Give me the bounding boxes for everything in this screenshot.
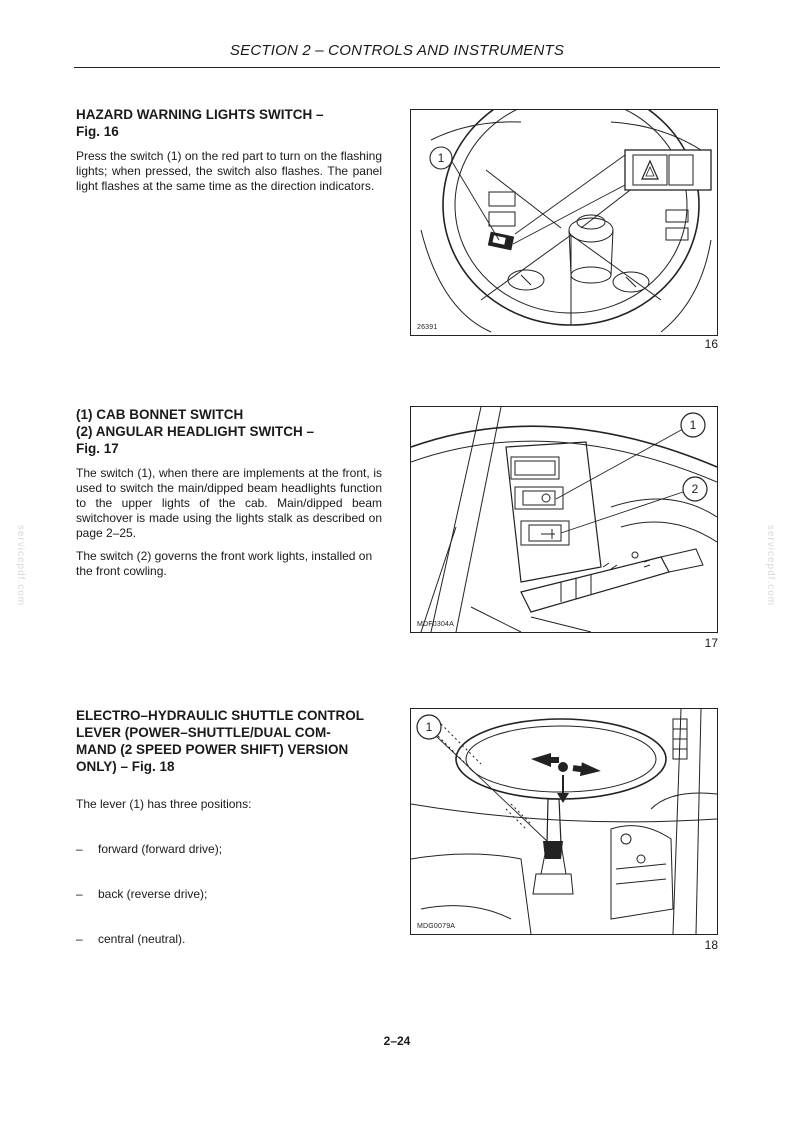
- direction-arrows: [531, 753, 602, 803]
- shuttle-lever-drawing: [411, 709, 717, 934]
- watermark-left: servicepdf.com: [15, 524, 27, 607]
- hazard-switch-drawing: [411, 110, 717, 335]
- list-item: – forward (forward drive);: [76, 842, 223, 856]
- section-heading: HAZARD WARNING LIGHTS SWITCH – Fig. 16: [76, 107, 324, 139]
- body-paragraph: The lever (1) has three positions:: [76, 797, 252, 811]
- section-heading: (1) CAB BONNET SWITCH (2) ANGULAR HEADLIGHT SWITCH – Fig. 17: [76, 407, 314, 456]
- page-number: 2–24: [383, 1034, 411, 1048]
- figure-code: MDG0079A: [417, 923, 456, 930]
- figure-code: MDF0304A: [417, 621, 455, 628]
- page-header-title: SECTION 2 – CONTROLS AND INSTRUMENTS: [229, 42, 565, 59]
- section-hazard-warning: [76, 106, 382, 202]
- list-item: – central (neutral).: [76, 932, 186, 946]
- section-cab-bonnet: [76, 406, 382, 587]
- figure-number: 17: [704, 636, 718, 650]
- figure-16-illustration: [410, 109, 718, 336]
- figure-number: 18: [704, 938, 718, 952]
- figure-17-illustration: [410, 406, 718, 633]
- hazard-switch: [488, 232, 514, 251]
- header-divider: [74, 67, 720, 68]
- section-shuttle-lever: [76, 707, 382, 947]
- figure-number: 16: [704, 337, 718, 351]
- callout-1: [417, 715, 441, 739]
- svg-text:1: 1: [425, 720, 433, 734]
- watermark-right: servicepdf.com: [765, 524, 777, 607]
- figure-18-illustration: [410, 708, 718, 935]
- switch-inset: [625, 150, 711, 190]
- body-paragraph: The switch (1), when there are implements at the front, is used to switch the main/dipped beam headlights function to the upper lights of the cab. Main/dipped beam switchover is made using the lights stalk as described on page 2–25.: [76, 466, 382, 540]
- svg-text:1: 1: [689, 418, 697, 432]
- headlight-switches-drawing: [411, 407, 717, 632]
- figure-code: 26391: [417, 324, 438, 331]
- list-item: – back (reverse drive);: [76, 887, 208, 901]
- body-paragraph: The switch (2) governs the front work lights, installed on the front cowling.: [76, 549, 373, 578]
- body-paragraph: Press the switch (1) on the red part to turn on the flashing lights; when pressed, the switch also flashes. The panel light flashes at the same time as the direction indicators.: [76, 149, 382, 193]
- callout-2: [683, 477, 707, 501]
- svg-text:2: 2: [691, 482, 699, 496]
- svg-text:1: 1: [437, 151, 445, 165]
- callout-1: [681, 413, 705, 437]
- callout-1: [430, 147, 452, 169]
- section-heading: ELECTRO–HYDRAULIC SHUTTLE CONTROL LEVER (POWER–SHUTTLE/DUAL COM- MAND (2 SPEED POWER SHIFT) VERSION ONLY) – Fig. 18: [76, 708, 364, 774]
